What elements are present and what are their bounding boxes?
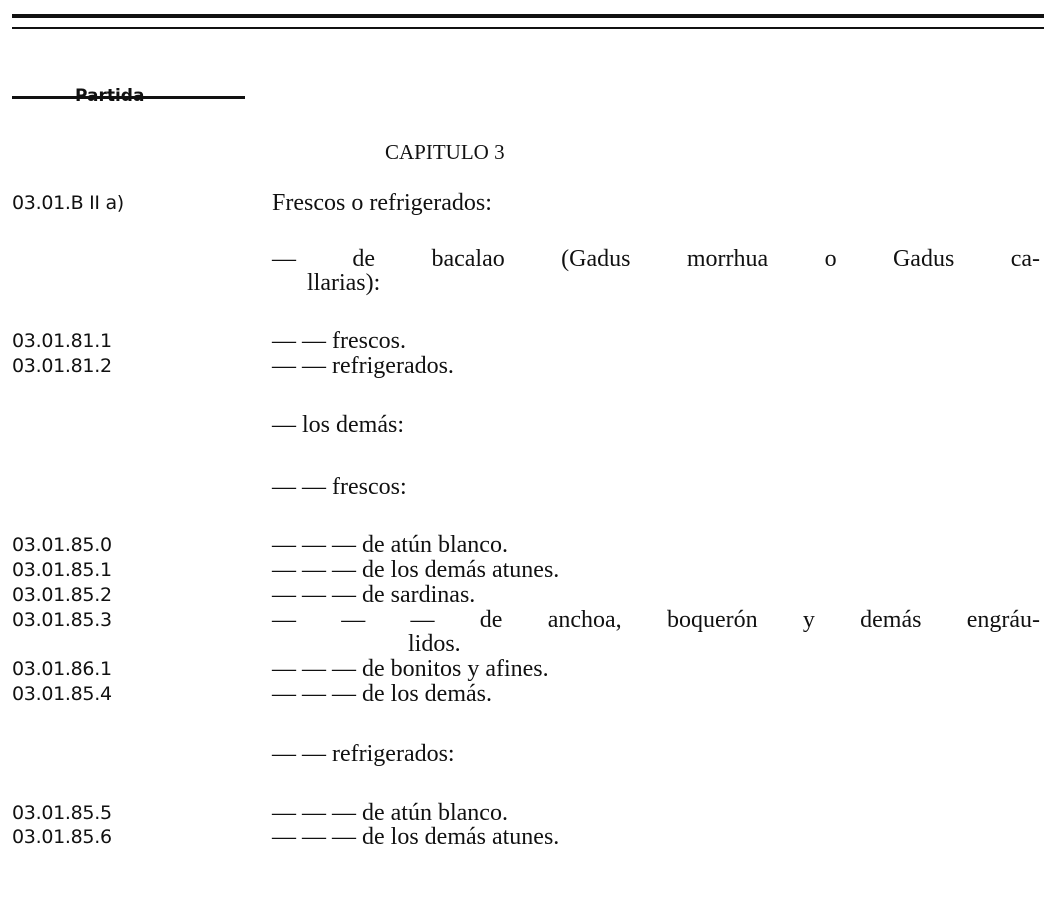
tariff-code: 03.01.85.0 [12, 534, 112, 556]
description: — — — de atún blanco. [272, 532, 508, 558]
table-row [0, 412, 1052, 438]
table-row [0, 741, 1052, 767]
description-continuation: lidos. [408, 631, 461, 657]
top-rule-thin [12, 27, 1044, 29]
description: — — refrigerados: [272, 741, 455, 767]
table-row [0, 246, 1052, 272]
table-row-continuation [0, 631, 1052, 657]
tariff-code: 03.01.81.1 [12, 330, 112, 352]
tariff-code: 03.01.85.6 [12, 826, 112, 848]
table-row [0, 532, 1052, 558]
table-row [0, 328, 1052, 354]
description: — — — de sardinas. [272, 582, 476, 608]
description: — — — de los demás. [272, 681, 492, 707]
description: — — frescos: [272, 474, 407, 500]
column-header-underline [12, 96, 245, 99]
tariff-code: 03.01.85.5 [12, 802, 112, 824]
description-continuation: llarias): [307, 270, 381, 296]
table-row [0, 681, 1052, 707]
table-row [0, 190, 1052, 216]
table-row [0, 353, 1052, 379]
tariff-code: 03.01.81.2 [12, 355, 112, 377]
table-row [0, 824, 1052, 850]
description: — — — de bonitos y afines. [272, 656, 549, 682]
tariff-code: 03.01.85.2 [12, 584, 112, 606]
description: — — — de anchoa, boquerón y demás engráu- [272, 607, 1040, 633]
chapter-title: CAPITULO 3 [385, 140, 505, 164]
table-row-continuation [0, 270, 1052, 296]
description: Frescos o refrigerados: [272, 190, 492, 216]
description: — los demás: [272, 412, 404, 438]
table-row [0, 656, 1052, 682]
description: — — — de los demás atunes. [272, 824, 560, 850]
tariff-code: 03.01.85.3 [12, 609, 112, 631]
tariff-code: 03.01.85.1 [12, 559, 112, 581]
table-row [0, 800, 1052, 826]
table-row [0, 557, 1052, 583]
top-rule-thick [12, 14, 1044, 18]
tariff-code: 03.01.86.1 [12, 658, 112, 680]
description: — de bacalao (Gadus morrhua o Gadus ca- [272, 246, 1040, 272]
tariff-code: 03.01.B II a) [12, 192, 124, 214]
tariff-code: 03.01.85.4 [12, 683, 112, 705]
table-row [0, 582, 1052, 608]
table-row [0, 474, 1052, 500]
description: — — frescos. [272, 328, 406, 354]
description: — — — de atún blanco. [272, 800, 508, 826]
description: — — — de los demás atunes. [272, 557, 560, 583]
description: — — refrigerados. [272, 353, 454, 379]
table-row [0, 607, 1052, 633]
